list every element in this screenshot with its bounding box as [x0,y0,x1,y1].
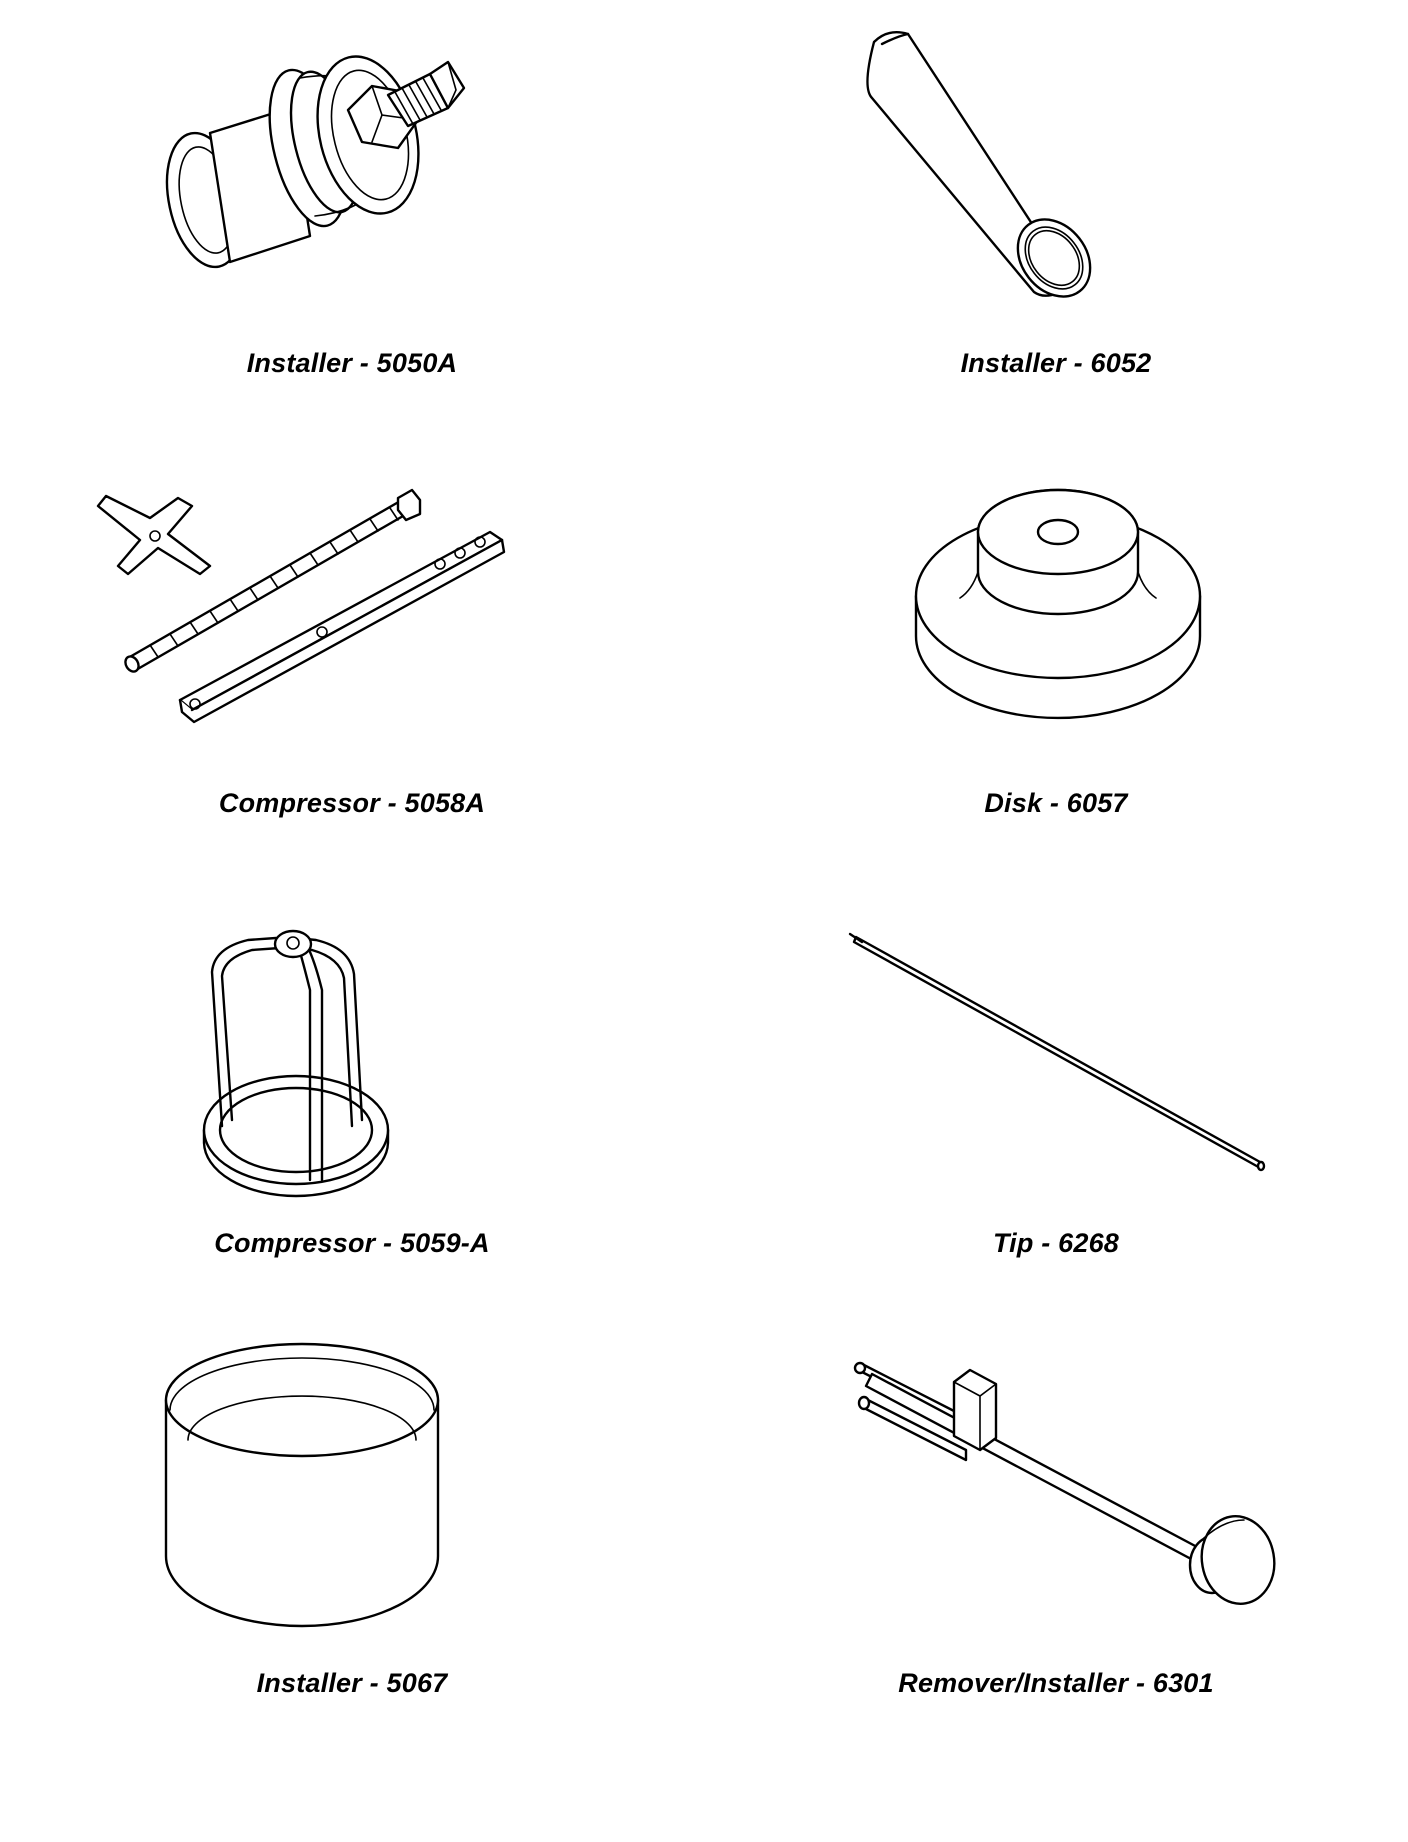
tool-caption: Tip - 6268 [992,1228,1120,1258]
tool-tip-6268 [704,880,1408,1280]
tool-remover-installer-6301 [704,1320,1408,1720]
installer-5067-icon [0,1320,704,1720]
installer-5050a-icon [0,0,704,400]
tool-compressor-5059a [0,880,704,1280]
tool-caption: Installer - 6052 [960,348,1152,378]
tool-caption: Installer - 5050A [246,348,458,378]
tool-installer-5067 [0,1320,704,1720]
remover-installer-6301-icon [704,1320,1408,1720]
tool-caption: Compressor - 5059-A [214,1228,490,1258]
tool-installer-6052 [704,0,1408,400]
tip-6268-icon [704,880,1408,1280]
disk-6057-icon [704,440,1408,840]
tool-compressor-5058a [0,440,704,840]
tool-caption: Disk - 6057 [984,788,1128,818]
installer-6052-icon [704,0,1408,400]
tool-caption: Installer - 5067 [256,1668,448,1698]
compressor-5059a-icon [0,880,704,1280]
compressor-5058a-icon [0,440,704,840]
tool-disk-6057 [704,440,1408,840]
tool-installer-5050a [0,0,704,400]
tool-caption: Compressor - 5058A [218,788,486,818]
tool-caption: Remover/Installer - 6301 [898,1668,1214,1698]
